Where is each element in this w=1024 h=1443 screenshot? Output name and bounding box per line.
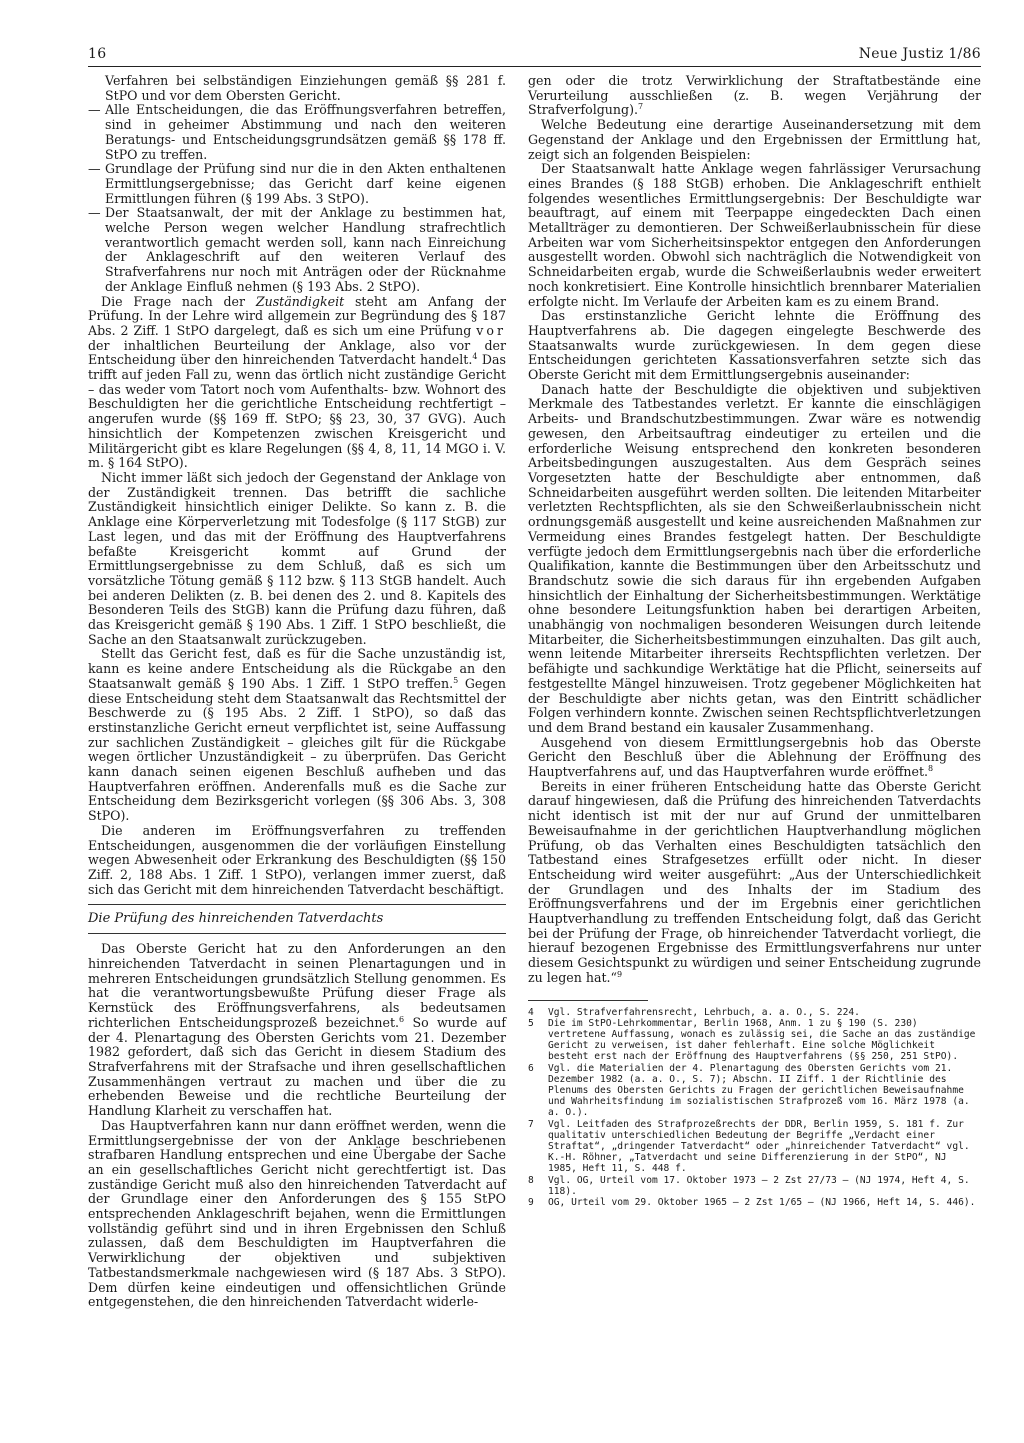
- paragraph: Das erstinstanzliche Gericht lehnte die Eröffnung des Hauptverfahrens ab. Die dagegen eingelegte Beschwerde des Staatsanwalts wurde zurückgewiesen. In dem gegen diese Entscheidungen gerichteten Kassationsverfahren setzte sich das Oberste Gericht mit dem Ermittlungsergebnis auseinander:: [528, 308, 981, 383]
- page-header: [88, 46, 981, 66]
- page-number: 16: [88, 46, 107, 62]
- paragraph: Welche Bedeutung eine derartige Auseinandersetzung mit dem Gegenstand der Anklage und den Ergebnissen der Ermittlung hat, zeigt sich an folgenden Beispielen:: [528, 117, 981, 162]
- emphasis: Zuständigkeit: [255, 293, 345, 309]
- footnote-ref[interactable]: 6: [399, 1014, 405, 1024]
- left-column: [88, 74, 506, 1310]
- bullet-item: — Der Staatsanwalt, der mit der Anklage zu bestimmen hat, welche Person wegen welcher Handlung strafrechtlich verantwortlich gemacht werden soll, kann nach Einreichung der Anklageschrift auf den weiteren Verlauf des Strafverfahrens nur noch mit Anträgen oder der Rücknahme der Anklage Einfluß nehmen (§ 193 Abs. 2 StPO).: [88, 206, 506, 294]
- footnote: 8 Vgl. OG, Urteil vom 17. Oktober 1973 – 2 Zst 27/73 – (NJ 1974, Heft 4, S. 118).: [528, 1174, 970, 1197]
- paragraph: Stellt das Gericht fest, daß es für die Sache unzuständig ist, kann es keine andere Entscheidung als die Rückgabe an den Staatsanwalt gemäß § 190 Abs. 1 Ziff. 1 StPO treffen.$^5$ Gegen diese Entscheidung steht dem Staatsanwalt das Rechtsmittel der Beschwerde zu (§ 195 Abs. 2 Ziff. 1 StPO), so daß das erstinstanzliche Gericht erneut verpflichtet ist, seine Auffassung zur sachlichen Zuständigkeit – gleiches gilt für die Rückgabe wegen örtlicher Unzuständigkeit – zu überprüfen. Das Gericht kann danach seinen eigenen Beschluß aufheben und das Hauptverfahren eröffnen. Anderenfalls muß es die Sache zur Entscheidung dem Bezirksgericht vorlegen (§§ 306 Abs. 3, 308 StPO).: [88, 646, 506, 824]
- footnote-ref[interactable]: 7: [638, 102, 644, 112]
- bullet-item: — Alle Entscheidungen, die das Eröffnungsverfahren betreffen, sind in geheimer Abstimmung und nach den weiteren Beratungs- und Entscheidungsgrundsätzen gemäß §§ 178 ff. StPO zu treffen.: [88, 103, 506, 162]
- paragraph: Das Hauptverfahren kann nur dann eröffnet werden, wenn die Ermittlungsergebnisse der von der Anklage beschriebenen strafbaren Handlung entsprechen und eine Übergabe der Sache an ein gesellschaftliches Gericht nicht gerechtfertigt ist. Das zuständige Gericht muß also den hinreichenden Tatverdacht auf der Grundlage einer den Anforderungen des § 155 StPO entsprechenden Anklageschrift bejahen, wenn die Ermittlungen vollständig geführt sind und in ihren Ergebnissen den Schluß zulassen, daß dem Beschuldigten im Hauptverfahren die Verwirklichung der objektiven und subjektiven Tatbestandsmerkmale nachgewiesen wird (§ 187 Abs. 3 StPO). Dem dürfen keine eindeutigen und offensichtlichen Gründe entgegenstehen, die den hinreichenden Tatverdacht widerle-: [88, 1117, 506, 1310]
- footnote-ref[interactable]: 8: [928, 763, 934, 773]
- paragraph: Nicht immer läßt sich jedoch der Gegenstand der Anklage von der Zuständigkeit trennen. Das betrifft die sachliche Zuständigkeit hinsichtlich einiger Delikte. So kann z. B. die Anklage eine Körperverletzung mit Todesfolge (§ 117 StGB) zur Last legen, und das mit der Eröffnung des Hauptverfahrens befaßte Kreisgericht kommt auf Grund der Ermittlungsergebnisse zu dem Schluß, daß es sich um vorsätzliche Tötung gemäß § 112 bzw. § 113 StGB handelt. Auch bei anderen Delikten (z. B. bei denen des 2. und 8. Kapitels des Besonderen Teils des StGB) kann die Prüfung dazu führen, daß das Kreisgericht gemäß § 190 Abs. 1 Ziff. 1 StPO beschließt, die Sache an den Staatsanwalt zurückzugeben.: [88, 469, 506, 647]
- paragraph: Der Staatsanwalt hatte Anklage wegen fahrlässiger Verursachung eines Brandes (§ 188 StGB) erhoben. Die Anklageschrift enthielt folgendes wesentliches Ermittlungsergebnis: Der Beschuldigte war beauftragt, auf einem mit Teerpappe eingedeckten Dach einen Metallträger zu demontieren. Der Schweißerlaubnisschein für diese Arbeiten war vom Sicherheitsinspektor entgegen den Anforderungen ausgestellt worden. Obwohl sich nachträglich die Notwendigkeit von Schneidarbeiten ergab, wurde die Schweißerlaubnis weder erweitert noch konkretisiert. Eine Kontrolle hinsichtlich brennbarer Materialien erfolgte nicht. Im Verlaufe der Arbeiten kam es zu einem Brand.: [528, 161, 981, 309]
- footnote: 6 Vgl. die Materialien der 4. Plenartagung des Obersten Gerichts vom 21. Dezember 1982 (a. a. O., S. 7); Abschn. II Ziff. 1 der Richtlinie des Plenums des Obersten Gerichts zu Fragen der gerichtlichen Beweisaufnahme und Wahrheitsfindung im sozialistischen Strafprozeß vom 16. März 1978 (a. a. O.).: [528, 1062, 970, 1119]
- footnote-ref[interactable]: 4: [472, 352, 478, 362]
- footnote: 5 Die im StPO-Lehrkommentar, Berlin 1968, Anm. 1 zu § 190 (S. 230) vertretene Auffassung, wonach es zulässig sei, die Sache an das zuständige Gericht zu verweisen, ist daher fehlerhaft. Eine solche Möglichkeit besteht erst nach der Eröffnung des Hauptverfahrens (§§ 250, 251 StPO).: [528, 1017, 976, 1063]
- footnote-ref[interactable]: 9: [616, 969, 623, 979]
- paragraph: Die anderen im Eröffnungsverfahren zu treffenden Entscheidungen, ausgenommen die der vorläufigen Einstellung wegen Abwesenheit oder Erkrankung des Beschuldigten (§§ 150 Ziff. 2, 188 Abs. 1 Ziff. 1 StPO), verlangen immer zuerst, daß sich das Gericht mit dem hinreichenden Tatverdacht beschäftigt.: [88, 822, 506, 897]
- paragraph: Bereits in einer früheren Entscheidung hatte das Oberste Gericht darauf hingewiesen, daß die Prüfung des hinreichenden Tatverdachts nicht identisch ist mit der nur auf Grund der unmittelbaren Beweisaufnahme in der gerichtlichen Hauptverhandlung möglichen Prüfung, ob das Verhalten eines Beschuldigten tatsächlich den Tatbestand eines Strafgesetzes erfüllt oder nicht. In dieser Entscheidung wird weiter ausgeführt: „Aus der Unterschiedlichkeit der Grundlagen und des Inhalts der im Stadium des Eröffnungsverfahrens und der im Ergebnis einer gerichtlichen Hauptverhandlung zu treffenden Entscheidung folgt, daß das Gericht bei der Prüfung der Frage, ob hinreichender Tatverdacht vorliegt, die hierauf bezogenen Ergebnisse des Ermittlungsverfahrens nur unter diesem Gesichtspunkt zu würdigen und seiner Entscheidung zugrunde zu legen hat.“$^9$: [528, 778, 981, 985]
- footnotes: [528, 1007, 981, 1209]
- right-column: [528, 74, 981, 1208]
- paragraph-continuation: gen oder die trotz Verwirklichung der Straftatbestände eine Verurteilung ausschließen (z. B. wegen Verjährung der Strafverfolgung).$^7$: [528, 73, 981, 118]
- section-rule-top: [88, 904, 506, 905]
- paragraph: Ausgehend von diesem Ermittlungsergebnis hob das Oberste Gericht den Beschluß über die Ablehnung der Eröffnung des Hauptverfahrens auf, und das Hauptverfahren wurde eröffnet.$^8$: [528, 734, 981, 780]
- paragraph: Danach hatte der Beschuldigte die objektiven und subjektiven Merkmale des Tatbestandes verletzt. Er kannte die einschlägigen Arbeits- und Brandschutzbestimmungen. Zwar wäre es notwendig gewesen, den Arbeitsauftrag eindeutiger zu erteilen und die erforderliche Weisung entsprechend den konkreten besonderen Arbeitsbedingungen auszugestalten. Aus dem Gespräch seines Vorgesetzten hatte der Beschuldigte aber entnommen, daß Schneidarbeiten ausgeführt werden sollten. Die leitenden Mitarbeiter verletzten Rechtspflichten, als sie den Schweißerlaubnisschein nicht ordnungsgemäß ausgestellt und keine ausreichenden Maßnahmen zur Vermeidung eines Brandes festgelegt hatten. Der Beschuldigte verfügte jedoch dem Ermittlungsergebnis nach über die erforderliche Qualifikation, kannte die Bestimmungen über den Arbeitsschutz und Brandschutz sowie die sich daraus für ihn ergebenden Aufgaben hinsichtlich der Einhaltung der Sicherheitsbestimmungen. Werktätige ohne besondere Leitungsfunktion haben bei derartigen Arbeiten, unabhängig von nochmaligen besonderen Weisungen durch leitende Mitarbeiter, die Sicherheitsbestimmungen einzuhalten. Das gilt auch, wenn leitende Mitarbeiter ihrerseits Rechtspflichten verletzen. Der befähigte und sachkundige Werktätige hat die Pflicht, seinerseits auf festgestellte Mängel hinzuweisen. Trotz gegebener Möglichkeiten hat der Beschuldigte aber nichts getan, was den Eintritt schädlicher Folgen verhindern konnte. Zwischen seinen Rechtspflichtverletzungen und dem Brand bestand ein kausaler Zusammenhang.: [528, 381, 981, 735]
- paragraph: Die Frage nach der Zuständigkeit steht am Anfang der Prüfung. In der Lehre wird allgemein zur Begründung des § 187 Abs. 2 Ziff. 1 StPO dargelegt, daß es sich um eine Prüfung vor der inhaltlichen Beurteilung der Anklage, also vor der Entscheidung über den hinreichenden Tatverdacht handelt.$^4$ Das trifft auf jeden Fall zu, wenn das örtlich nicht zuständige Gericht – das weder vom Tatort noch vom Aufenthalts- bzw. Wohnort des Beschuldigten her die gerichtliche Entscheidung rechtfertigt – angerufen wurde (§§ 169 ff. StPO; §§ 23, 30, 37 GVG). Auch hinsichtlich der Kompetenzen zwischen Kreisgericht und Militärgericht gibt es klare Regelungen (§§ 4, 8, 11, 14 MGO i. V. m. § 164 StPO).: [88, 293, 506, 471]
- section-rule-bottom: [88, 933, 506, 934]
- section-heading: Die Prüfung des hinreichenden Tatverdachts: [88, 911, 384, 927]
- journal-title: Neue Justiz 1/86: [858, 46, 981, 62]
- header-rule: [88, 66, 981, 67]
- list-continuation: Verfahren bei selbständigen Einziehungen gemäß §§ 281 f. StPO und vor dem Obersten Gericht.: [105, 73, 506, 103]
- footnote-ref[interactable]: 5: [453, 675, 459, 685]
- footnote: 9 OG, Urteil vom 29. Oktober 1965 – 2 Zst 1/65 – (NJ 1966, Heft 14, S. 446).: [528, 1197, 976, 1209]
- spaced-emphasis: vor: [476, 322, 506, 338]
- bullet-item: — Grundlage der Prüfung sind nur die in den Akten enthaltenen Ermittlungsergebnisse; das Gericht darf keine eigenen Ermittlungen führen (§ 199 Abs. 3 StPO).: [88, 162, 506, 206]
- footnote: 4 Vgl. Strafverfahrensrecht, Lehrbuch, a. a. O., S. 224.: [528, 1006, 860, 1018]
- footnote: 7 Vgl. Leitfaden des Strafprozeßrechts der DDR, Berlin 1959, S. 181 f. Zur qualitativ unterschiedlichen Bedeutung der Begriffe „Verdacht einer Straftat“, „dringender Tatverdacht“ oder „hinreichender Tatverdacht“ vgl. K.-H. Röhner, „Tatverdacht und seine Differenzierung in der StPO“, NJ 1985, Heft 11, S. 448 f.: [528, 1118, 970, 1175]
- footnote-rule: [528, 1000, 648, 1001]
- paragraph: Das Oberste Gericht hat zu den Anforderungen an den hinreichenden Tatverdacht in seinen Plenartagungen und in mehreren Entscheidungen grundsätzlich Stellung genommen. Es hat die verantwortungsbewußte Prüfung dieser Frage als Kernstück des Eröffnungsverfahrens, als bedeutsamen richterlichen Entscheidungsprozeß bezeichnet.$^6$ So wurde auf der 4. Plenartagung des Obersten Gerichts vom 21. Dezember 1982 gefordert, daß sich das Gericht in diesem Stadium des Strafverfahrens mit der Strafsache und ihren gesellschaftlichen Zusammenhängen vertraut zu machen und über die zu erhebenden Beweise und die rechtliche Beurteilung der Handlung Klarheit zu verschaffen hat.: [88, 941, 506, 1119]
